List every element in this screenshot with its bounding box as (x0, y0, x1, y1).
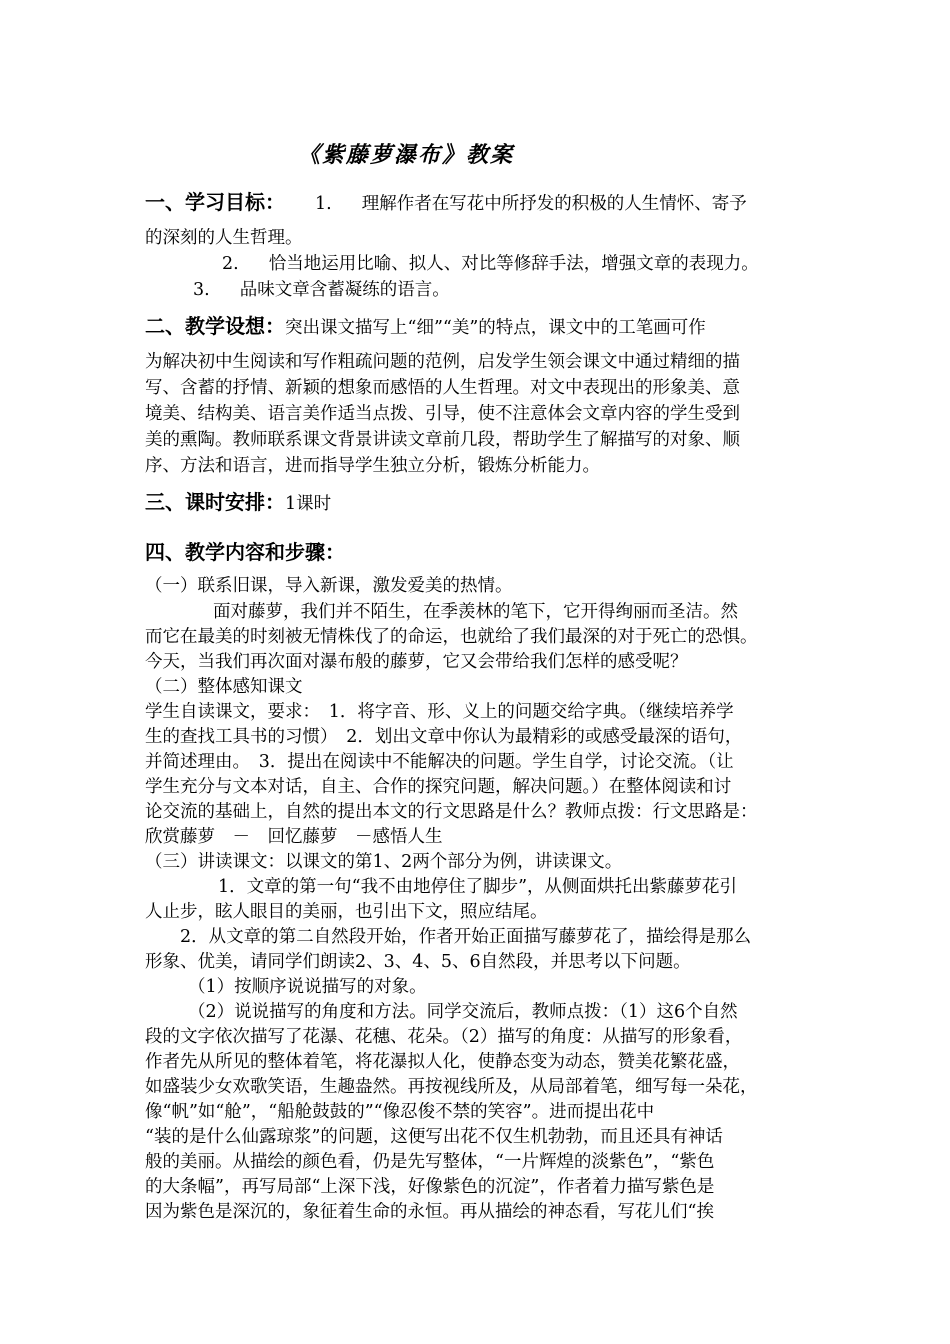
objective-text-cont: 的深刻的人生哲理。 (145, 228, 303, 248)
body-line: 的大条幅”，再写局部“上深下浅，好像紫色的沉淀”，作者着力描写紫色是 (145, 1177, 715, 1197)
objective-item-2 (222, 252, 759, 276)
objective-text: 品味文章含蓄凝练的语言。 (239, 280, 450, 300)
body-line: 生的查找工具书的习惯） 2．划出文章中你认为最精彩的或感受最深的语句， (145, 727, 743, 747)
section-teaching-idea (145, 314, 706, 340)
lesson-hours-value: 1课时 (285, 494, 332, 514)
section-lesson-hours (145, 490, 331, 516)
body-line: （三）讲读课文：以课文的第1、2两个部分为例，讲读课文。 (145, 852, 623, 872)
body-line: 欣赏藤萝 － 回忆藤萝 －感悟人生 (145, 827, 443, 847)
paragraph-line: 序、方法和语言，进而指导学生独立分析，锻炼分析能力。 (145, 456, 600, 476)
document-title: 《紫藤萝瀑布》教案 (298, 143, 515, 168)
body-line: 论交流的基础上，自然的提出本文的行文思路是什么？教师点拨：行文思路是： (145, 802, 758, 822)
body-line: 像“帆”如“舱”，“船舱鼓鼓的”“像忍俊不禁的笑容”。进而提出花中 (145, 1102, 655, 1122)
body-line: “装的是什么仙露琼浆”的问题，这便写出花不仅生机勃勃，而且还具有神话 (145, 1127, 723, 1147)
body-line: 面对藤萝，我们并不陌生，在季羡林的笔下，它开得绚丽而圣洁。然 (213, 602, 738, 622)
objective-item-3 (193, 278, 450, 302)
body-line: 形象、优美，请同学们朗读2、3、4、5、6自然段，并思考以下问题。 (145, 952, 691, 972)
body-line: （1）按顺序说说描写的对象。 (188, 977, 427, 997)
item-number: 2. (222, 254, 239, 274)
body-line: 今天，当我们再次面对瀑布般的藤萝，它又会带给我们怎样的感受呢？ (145, 652, 688, 672)
body-line: 段的文字依次描写了花瀑、花穗、花朵。（2）描写的角度：从描写的形象看， (145, 1027, 743, 1047)
section-heading: 四、教学内容和步骤： (145, 540, 345, 564)
paragraph-line: 境美、结构美、语言美作适当点拨、引导，使不注意体会文章内容的学生受到 (145, 404, 740, 424)
section-heading: 三、课时安排： (145, 490, 285, 514)
body-line: 学生充分与文本对话，自主、合作的探究问题，解决问题。）在整体阅读和讨 (145, 777, 732, 797)
body-line: 2．从文章的第二自然段开始，作者开始正面描写藤萝花了，描绘得是那么 (180, 927, 752, 947)
paragraph-line: 为解决初中生阅读和写作粗疏问题的范例，启发学生领会课文中通过精细的描 (145, 352, 740, 372)
paragraph-line: 美的熏陶。教师联系课文背景讲读文章前几段，帮助学生了解描写的对象、顺 (145, 430, 740, 450)
item-number: 1. (315, 194, 332, 214)
body-line: 如盛装少女欢歌笑语，生趣盎然。再按视线所及，从局部着笔，细写每一朵花， (145, 1077, 758, 1097)
body-line: 而它在最美的时刻被无情株伐了的命运，也就给了我们最深的对于死亡的恐惧。 (145, 627, 758, 647)
section-heading: 二、教学设想： (145, 314, 285, 338)
body-line: （二）整体感知课文 (145, 677, 303, 697)
section-teaching-steps (145, 540, 345, 566)
paragraph-line: 写、含蓄的抒情、新颖的想象而感悟的人生哲理。对文中表现出的形象美、意 (145, 378, 740, 398)
section-learning-objectives (145, 190, 747, 216)
body-line: 因为紫色是深沉的，象征着生命的永恒。再从描绘的神态看，写花儿们“挨 (145, 1202, 714, 1222)
item-number: 3. (193, 280, 210, 300)
body-line: （2）说说描写的角度和方法。同学交流后，教师点拨：（1）这6个自然 (188, 1002, 738, 1022)
body-line: （一）联系旧课，导入新课，激发爱美的热情。 (145, 576, 513, 596)
body-line: 人止步，眩人眼目的美丽，也引出下文，照应结尾。 (145, 902, 548, 922)
body-line: 并简述理由。 3．提出在阅读中不能解决的问题。学生自学，讨论交流。（让 (145, 752, 734, 772)
objective-text: 恰当地运用比喻、拟人、对比等修辞手法，增强文章的表现力。 (268, 254, 759, 274)
body-line: 1．文章的第一句“我不由地停住了脚步”，从侧面烘托出紫藤萝花引 (218, 877, 738, 897)
paragraph-line: 突出课文描写上“细”“美”的特点，课文中的工笔画可作 (285, 318, 706, 338)
body-line: 般的美丽。从描绘的颜色看，仍是先写整体，“一片辉煌的淡紫色”，“紫色 (145, 1152, 715, 1172)
body-line: 作者先从所见的整体着笔，将花瀑拟人化，使静态变为动态，赞美花繁花盛， (145, 1052, 740, 1072)
body-line: 学生自读课文，要求： 1．将字音、形、义上的问题交给字典。（继续培养学 (145, 702, 734, 722)
objective-text: 理解作者在写花中所抒发的积极的人生情怀、寄予 (361, 194, 747, 214)
section-heading: 一、学习目标： (145, 190, 285, 214)
